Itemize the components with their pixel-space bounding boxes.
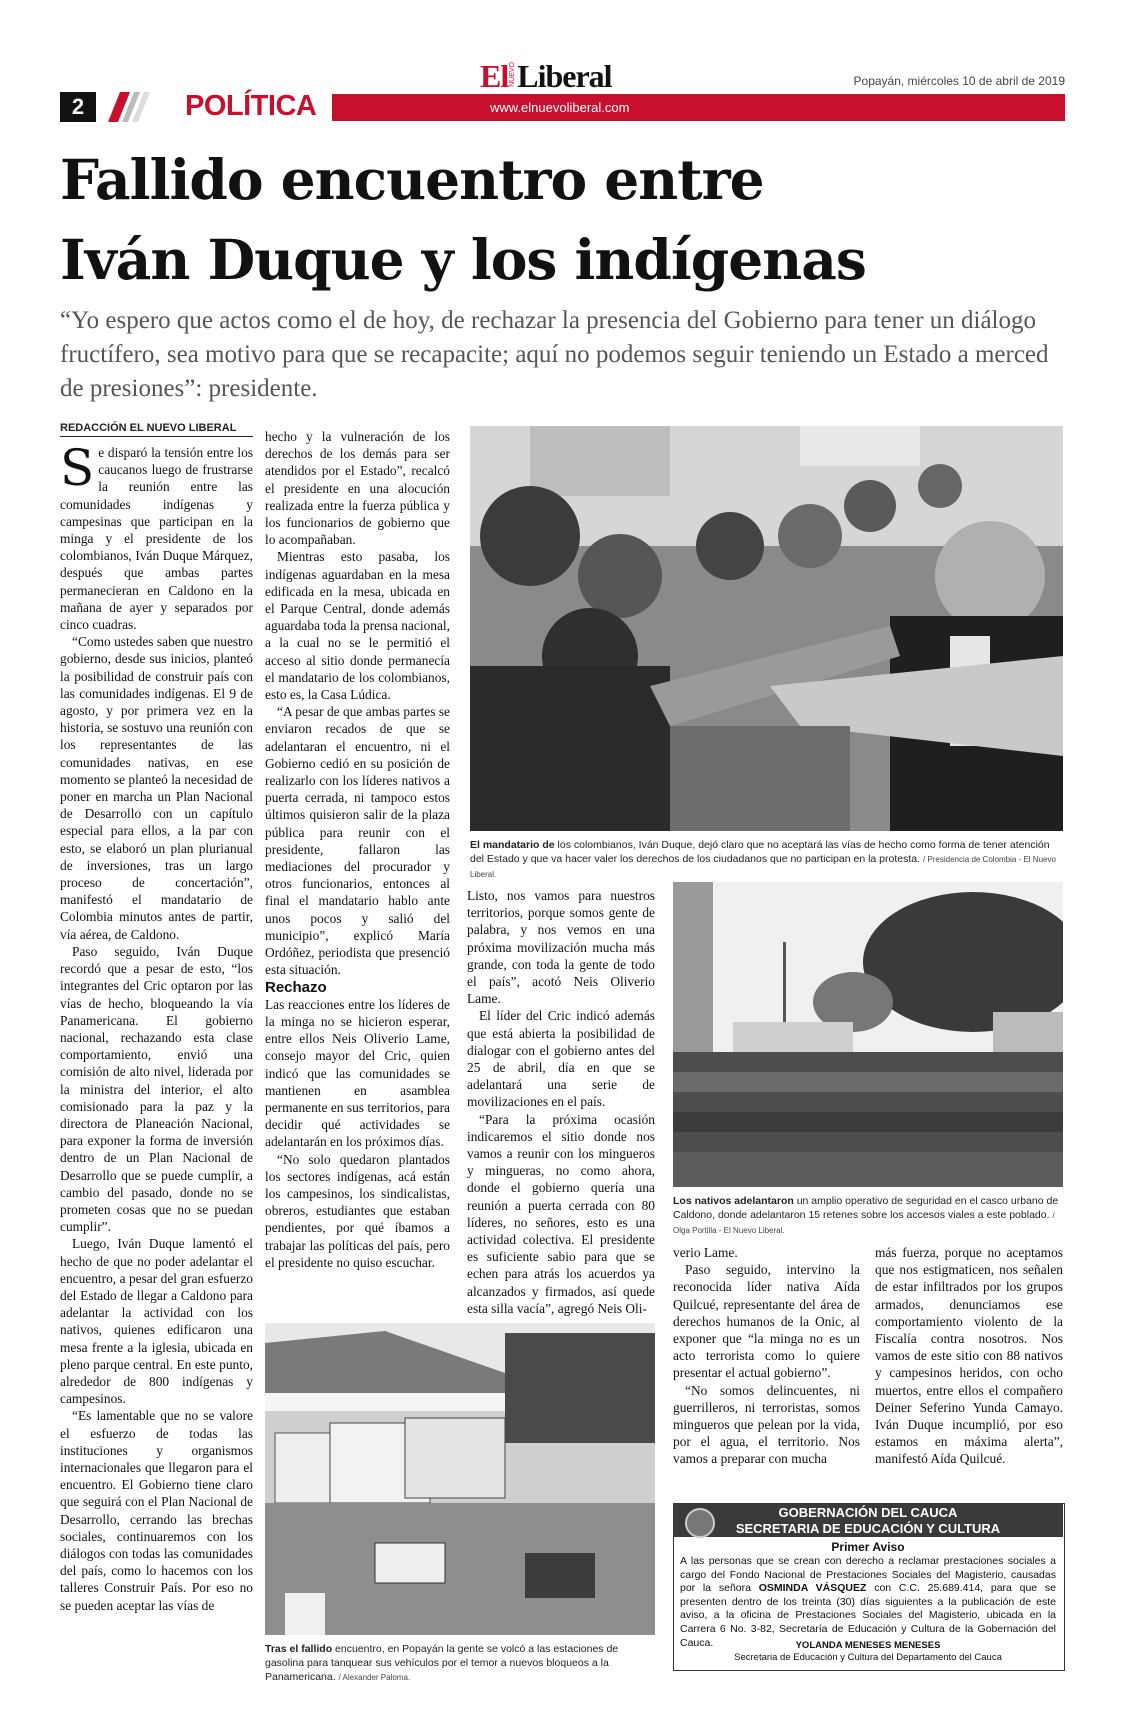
legal-notice-title: Primer Aviso [831, 1540, 905, 1554]
dateline: Popayán, miércoles 10 de abril de 2019 [853, 74, 1065, 88]
drop-cap: S [60, 439, 95, 497]
paragraph: El líder del Cric indicó además que está abierta la posibilidad de dialogar con el gobierno antes del 25 de abril, día en que se adelantará una serie de movilizaciones en el país. [467, 1008, 655, 1110]
logo-el: El [480, 58, 509, 94]
crowd-photo [673, 882, 1063, 1187]
paragraph: “No somos delincuentes, ni guerrilleros, ni terroristas, somos mingueros que pelean por la vida, por el agua, el territorio. Nos vamos a preparar con mucha [673, 1382, 860, 1467]
main-photo [470, 426, 1063, 831]
header-red-bar [332, 94, 1065, 121]
paragraph: verio Lame. [673, 1245, 738, 1260]
paragraph: Paso seguido, intervino la reconocida líder nativa Aída Quilcué, representante del área de derechos humanos de la Onic, al exponer que “la minga no es un acto terrorista como lo quiere presentar el actual gobierno”. [673, 1262, 860, 1381]
column-4 [673, 1244, 860, 1468]
page-number: 2 [60, 92, 96, 122]
site-url[interactable]: www.elnuevoliberal.com [490, 100, 630, 115]
paragraph: Las reacciones entre los líderes de la minga no se hicieron esperar, entre ellos Neis Oliverio Lame, consejo mayor del Cric, quien indicó que las comunidades se mantienen en asamblea permanente en sus territorios, para decidir qué actividades se adelantarán en los próximos días. [265, 996, 450, 1150]
deck: “Yo espero que actos como el de hoy, de rechazar la presencia del Gobierno para tener un diálogo fructífero, sea motivo para que se recapacite; aquí no podemos seguir teniendo un Estado a merced de presiones”: presidente. [60, 307, 1049, 402]
paragraph: “Para la próxima ocasión indicaremos el sitio donde nos vamos a reunir con los mingueros y mingueras, no como ahora, donde el gobierno quería una reunión a puerta cerrada con 80 líderes, no señores, esto es una actividad colectiva. El presidente es suficiente sabio para que se echen para atrás los acuerdos ya alcanzados y firmados, así quede esta silla vacía”, agregó Neis Oli- [467, 1111, 655, 1316]
paragraph: Listo, nos vamos para nuestros territorios, porque somos gente de palabra, y nos vemos en una próxima movilización mucha más grande, con toda la gente de todo el país”, acotó Neis Oliverio Lame. [467, 888, 655, 1007]
signer-name: YOLANDA MENESES MENESES [795, 1640, 941, 1651]
byline: REDACCIÓN EL NUEVO LIBERAL [60, 422, 253, 437]
legal-notice-body: A las personas que se crean con derecho a reclamar prestaciones sociales a cargo del Fondo Nacional de Prestaciones Sociales del Magisterio, causadas por la señora OSMINDA VÁSQUEZ con C.C. 25.689.414, para que se presenten dentro de los treinta (30) días siguientes a la publicación de este aviso, a la oficina de Prestaciones Sociales del Magisterio, ubicada en la Carrera 6 No. 3-82, Secretaría de Educación y Cultura de la Gobernación del Cauca. [680, 1555, 1056, 1649]
paragraph: Paso seguido, Iván Duque recordó que a pesar de esto, “los integrantes del Cric optaron por las vías de hecho, bloqueando la vía Panamericana. El gobierno nacional, rechazando esta clase comportamiento, envió una comisión de alto nivel, liderada por la ministra del interior, el alto comisionado para la paz y la directora de Planeación Nacional, para exponer la forma de inversión dentro de un Plan Nacional de Desarrollo que se puede cumplir, a cambio del pasado, donde no se prometen cosas que no se puedan cumplir”. [60, 943, 253, 1235]
legal-notice-header [673, 1503, 1063, 1537]
station-photo [265, 1323, 655, 1635]
headline [60, 140, 1060, 300]
logo-nuevo: NUEVO [509, 62, 517, 87]
newspaper-logo [480, 58, 612, 94]
photo-credit: / Presidencia de Colombia - El Nuevo Liberal. [470, 855, 1056, 879]
column-3 [467, 887, 655, 1317]
column-5 [875, 1244, 1063, 1468]
cauca-seal-icon [685, 1508, 715, 1538]
paragraph: “A pesar de que ambas partes se enviaron recados de que se adelantaran el encuentro, ni el Gobierno cedió en su posición de realizarlo con los líderes nativos a puerta cerrada, ni tampoco estos últimos quisieron salir de la plaza pública para reunir con el presidente, fallaron las mediaciones del procurador y otros funcionarios, entonces al final el mandatario hablo ante unos pocos y salió del municipio”, explicó María Ordóñez, periodista que presenció esta situación. [265, 704, 450, 978]
paragraph: Mientras esto pasaba, los indígenas aguardaban en la mesa edificada en la mesa, ubicada en el Parque Central, donde además aguardaba toda la prensa nacional, a la cual no se le permitió el acceso al sitio donde permanecía el mandatario de los colombianos, esto es, la Casa Lúdica. [265, 549, 450, 703]
photo-duque-crowd [470, 426, 1063, 831]
legal-notice-header-line-2: SECRETARIA DE EDUCACIÓN Y CULTURA [735, 1521, 1001, 1536]
notice-person-name: OSMINDA VÁSQUEZ [758, 1582, 867, 1595]
signer-title: Secretaria de Educación y Cultura del Departamento del Cauca [734, 1652, 1002, 1663]
legal-notice-header-line-1: GOBERNACIÓN DEL CAUCA [778, 1505, 958, 1520]
paragraph: “Como ustedes saben que nuestro gobierno, desde sus inicios, planteó la posibilidad de construir país con las comunidades indígenas. El 9 de agosto, y por primera vez en la historia, se sostuvo una reunión con los representantes de las comunidades nativas, en ese momento se planteó la necesidad de poner en marcha un Plan Nacional de Desarrollo con un capítulo especial para ellos, a la par con esto, se elaboró un plan plurianual de inversiones, tras un largo proceso de concertación”, manifestó el mandatario de Colombia minutos antes de partir, vía aérea, de Caldono. [60, 634, 253, 942]
logo-liberal: Liberal [517, 58, 612, 94]
column-1 [60, 439, 253, 1614]
main-photo-caption: El mandatario de los colombianos, Iván Duque, dejó claro que no aceptará las vías de hecho como forma de tener atención del Estado y que va hacer valer los derechos de los ciudadanos que no participan en la protesta. / Presidencia de Colombia - El Nuevo Liberal. [470, 839, 1056, 879]
paragraph: hecho y la vulneración de los derechos de los demás para ser atendidos por el Estado”, recalcó el presidente en una alocución realizada entre la fuerza pública y los funcionarios de gobierno que lo acompañaban. [265, 429, 450, 548]
column-2 [265, 428, 450, 1271]
section-title: POLÍTICA [185, 90, 317, 122]
photo-credit: / Alexander Paloma. [338, 1673, 411, 1682]
paragraph: más fuerza, porque no aceptamos que nos estigmaticen, nos señalen de estar infiltrados por los grupos armados, denunciamos ese comportamiento violento de la Fiscalía contra nosotros. Nos vamos de este sitio con 88 nativos y campesinos heridos, con ocho muertos, entre ellos el compañero Deiner Seferino Yunda Camayo. Iván Duque incumplió, por eso estamos en máxima alerta”, manifestó Aída Quilcué. [875, 1245, 1063, 1467]
subhead: Rechazo [265, 978, 327, 996]
photo-caldono-crowd [673, 882, 1063, 1187]
section-stripes-icon [100, 92, 155, 122]
legal-notice-signature [673, 1640, 1063, 1664]
headline-line-2: Iván Duque y los indígenas [60, 227, 866, 292]
paragraph: “No solo quedaron plantados los sectores indígenas, acá están los campesinos, los sindicalistas, obreros, estudiantes que estaban pendientes, por qué íbamos a trabajar las políticas del país, pero el presidente no quiso escuchar. [265, 1151, 450, 1270]
photo-gas-station [265, 1323, 655, 1635]
paragraph: “Es lamentable que no se valore el esfuerzo de todas las instituciones y organismos internacionales que llegaron para el encuentro. El Gobierno tiene claro que seguirá con el Plan Nacional de Desarrollo, cerrando las brechas sociales, continuaremos con los diálogos con todas las comunidades del país, como lo hacemos con los talleres Construir País. Por eso no se pueden aceptar las vías de [60, 1408, 253, 1613]
photo-credit: / Olga Portilla - El Nuevo Liberal. [673, 1211, 1055, 1235]
paragraph: Luego, Iván Duque lamentó el hecho de que no poder adelantar el encuentro, a pesar del gran esfuerzo del Estado de llegar a Caldono para adelantar la actividad con los nativos, quienes edificaron una mesa frente a la iglesia, ubicada en pleno parque central. En este punto, alrededor de 800 indígenas y campesinos. [60, 1236, 253, 1407]
crowd-photo-caption: Los nativos adelantaron un amplio operativo de seguridad en el casco urbano de Caldono, donde adelantaron 15 retenes sobre los accesos viales a este poblado. / Olga Portilla - El Nuevo Liberal. [673, 1195, 1059, 1235]
station-photo-caption: Tras el fallido encuentro, en Popayán la gente se volcó a las estaciones de gasolina para tanquear sus vehículos por el temor a nuevos bloqueos a la Panamericana. / Alexander Paloma. [265, 1643, 619, 1683]
headline-line-1: Fallido encuentro entre [60, 147, 764, 212]
paragraph: Se disparó la tensión entre los caucanos luego de frustrarse la reunión entre las comunidades indígenas y campesinas que participan en la minga y el presidente de los colombianos, Iván Duque Márquez, después que ambas partes permanecieran en Caldono en la mañana de ayer y separados por cinco cuadras. [60, 439, 253, 633]
